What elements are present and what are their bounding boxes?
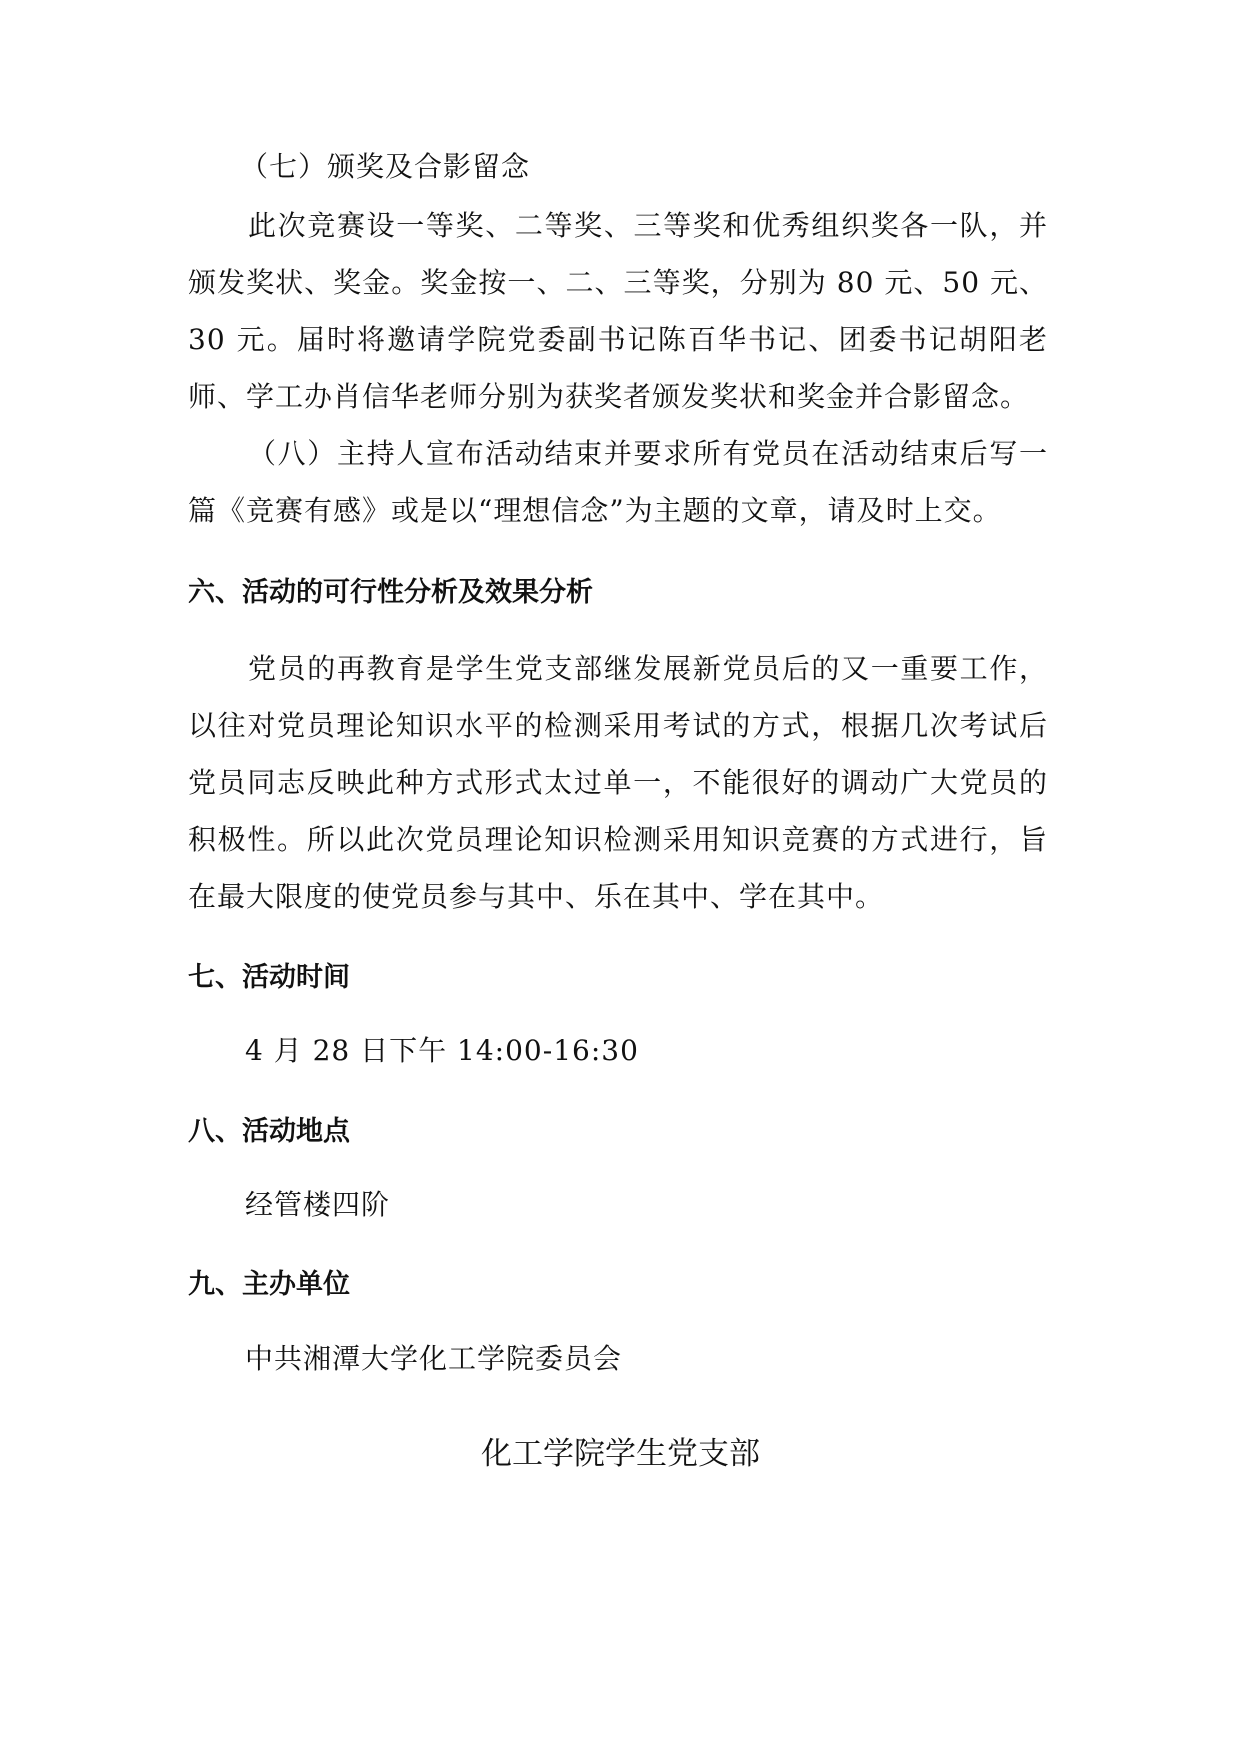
time-value: 4 月 28 日下午 14:00-16:30 bbox=[245, 1034, 639, 1067]
organizer-heading: 九、主办单位 bbox=[188, 1269, 350, 1300]
signature-line: 化工学院学生党支部 bbox=[481, 1436, 760, 1472]
time-heading: 七、活动时间 bbox=[188, 962, 350, 993]
award-section-title: （七）颁奖及合影留念 bbox=[240, 150, 531, 183]
award-paragraph: 此次竞赛设一等奖、二等奖、三等奖和优秀组织奖各一队，并颁发奖状、奖金。奖金按一、二、三等奖，分别为 80 元、50 元、30 元。届时将邀请学院党委副书记陈百华书记、团委书记胡阳老师、学工办肖信华老师分别为获奖者颁发奖状和奖金并合影留念。 bbox=[188, 209, 1048, 413]
feasibility-paragraph: 党员的再教育是学生党支部继发展新党员后的又一重要工作，以往对党员理论知识水平的检测采用考试的方式，根据几次考试后党员同志反映此种方式形式太过单一，不能很好的调动广大党员的积极性。所以此次党员理论知识检测采用知识竞赛的方式进行，旨在最大限度的使党员参与其中、乐在其中、学在其中。 bbox=[188, 652, 1048, 913]
closing-item-paragraph: （八）主持人宣布活动结束并要求所有党员在活动结束后写一篇《竞赛有感》或是以“理想信念”为主题的文章，请及时上交。 bbox=[188, 437, 1048, 527]
place-heading: 八、活动地点 bbox=[188, 1116, 350, 1147]
organizer-value: 中共湘潭大学化工学院委员会 bbox=[245, 1342, 623, 1375]
feasibility-heading: 六、活动的可行性分析及效果分析 bbox=[188, 577, 593, 608]
place-value: 经管楼四阶 bbox=[245, 1188, 391, 1221]
